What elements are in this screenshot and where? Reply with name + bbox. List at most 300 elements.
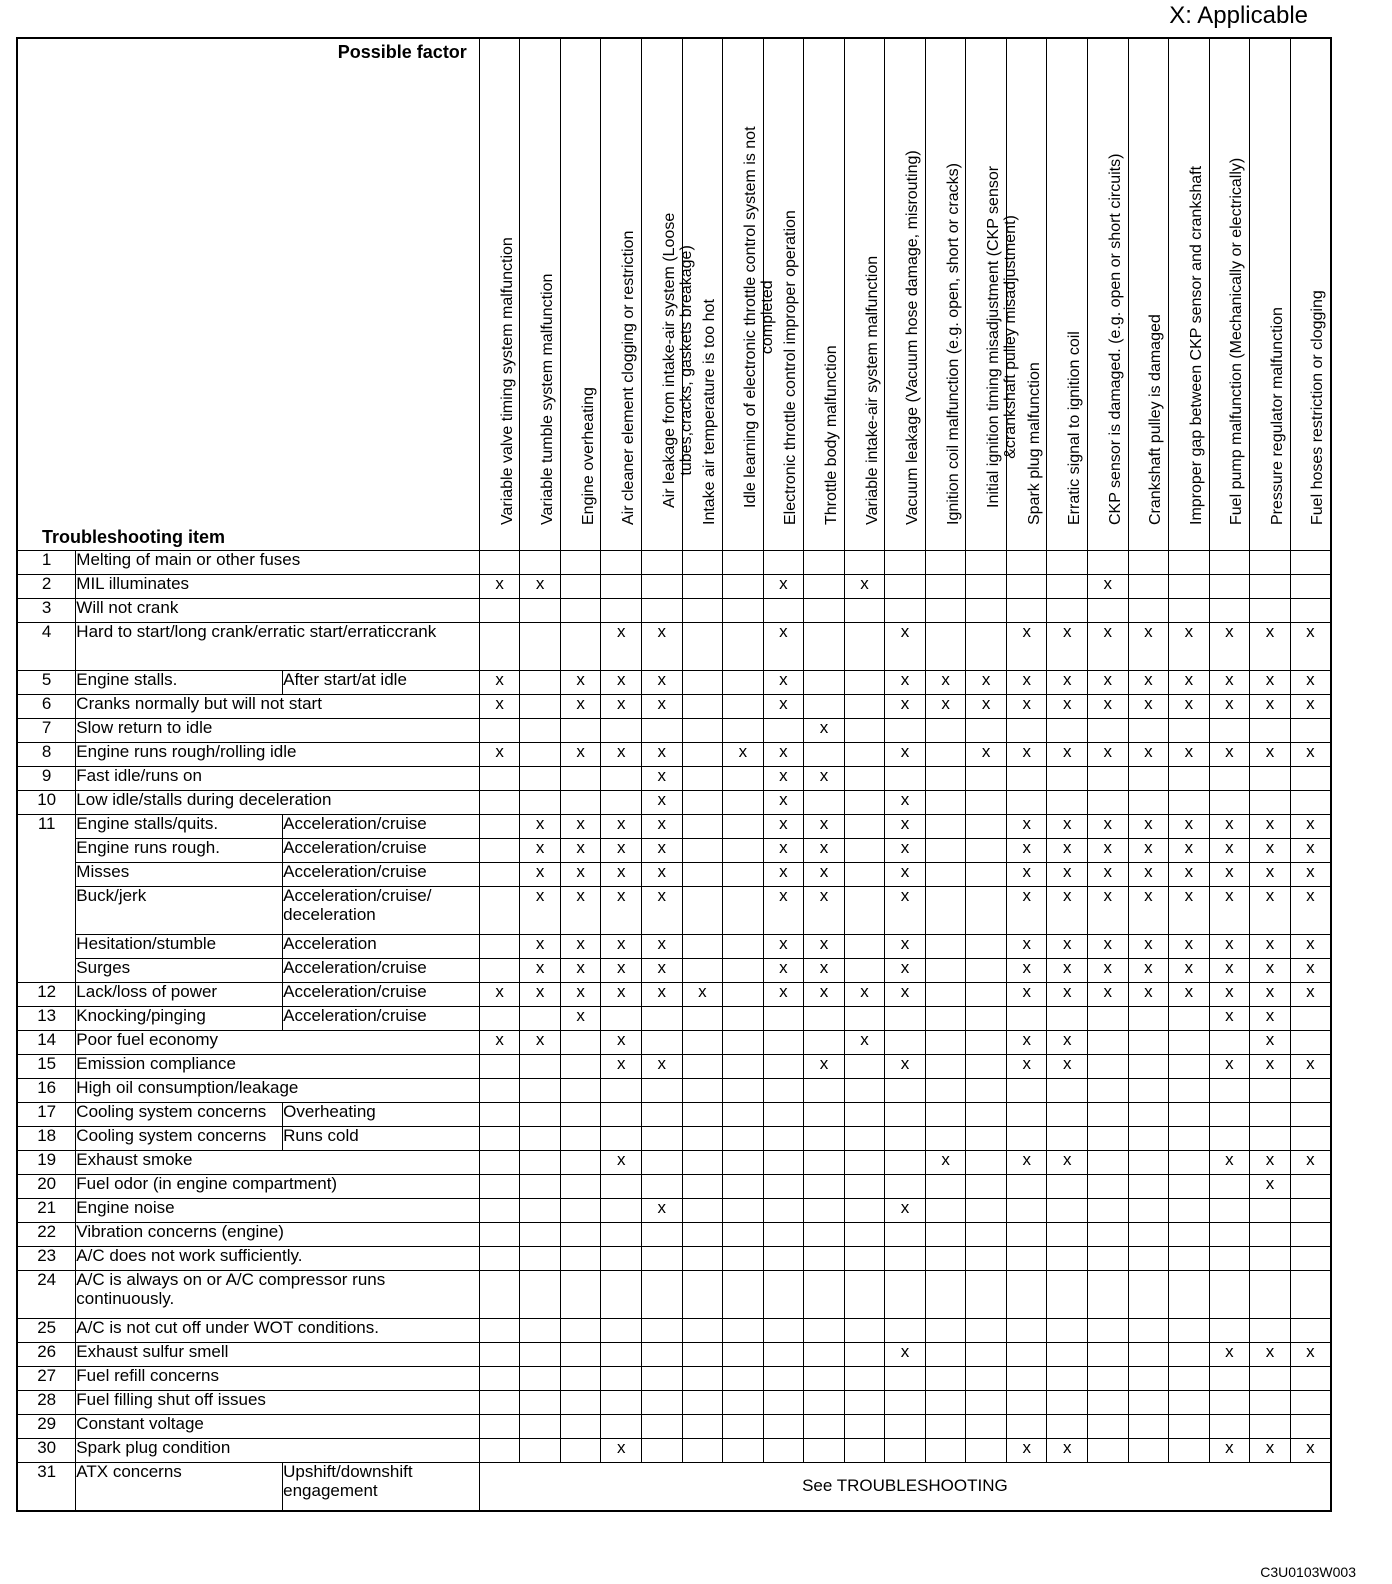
applicability-cell — [723, 671, 764, 695]
applicability-cell: x — [1169, 695, 1210, 719]
factor-label-line: Throttle body malfunction — [822, 345, 840, 526]
applicability-cell: x — [1169, 887, 1210, 935]
factor-label — [1310, 290, 1327, 525]
row-number: 10 — [17, 791, 76, 815]
applicability-cell — [804, 1367, 845, 1391]
applicability-cell — [1169, 551, 1210, 575]
troubleshooting-item: Knocking/pinging — [76, 1007, 283, 1031]
applicability-cell — [560, 791, 601, 815]
applicability-cell: x — [1047, 935, 1088, 959]
applicability-cell — [885, 1247, 926, 1271]
applicability-cell — [1088, 1103, 1129, 1127]
applicability-cell — [1047, 551, 1088, 575]
applicability-cell: x — [1047, 887, 1088, 935]
applicability-cell — [682, 1031, 723, 1055]
applicability-cell: x — [1128, 839, 1169, 863]
applicability-cell: x — [601, 695, 642, 719]
applicability-cell — [682, 935, 723, 959]
row-number: 1 — [17, 551, 76, 575]
applicability-cell — [520, 1391, 561, 1415]
applicability-cell — [1169, 1103, 1210, 1127]
applicability-cell — [479, 623, 520, 671]
troubleshooting-item: Hard to start/long crank/erratic start/erraticcrank — [76, 623, 480, 671]
applicability-cell: x — [804, 887, 845, 935]
applicability-cell — [1088, 767, 1129, 791]
factor-header — [925, 38, 966, 551]
applicability-cell — [1250, 551, 1291, 575]
applicability-cell — [925, 599, 966, 623]
applicability-cell — [844, 1079, 885, 1103]
applicability-cell: x — [1088, 575, 1129, 599]
applicability-cell — [925, 983, 966, 1007]
applicability-cell — [682, 599, 723, 623]
troubleshooting-item: Misses — [76, 863, 283, 887]
applicability-cell — [1169, 599, 1210, 623]
header-row — [17, 38, 1331, 551]
applicability-cell — [520, 767, 561, 791]
applicability-cell — [804, 743, 845, 767]
applicability-cell — [723, 695, 764, 719]
table-row — [17, 1463, 1331, 1511]
applicability-cell: x — [885, 1199, 926, 1223]
applicability-cell — [560, 623, 601, 671]
applicability-cell: x — [1209, 959, 1250, 983]
applicability-cell — [1006, 1223, 1047, 1247]
applicability-cell — [479, 1319, 520, 1343]
troubleshooting-item: High oil consumption/leakage — [76, 1079, 480, 1103]
applicability-cell — [966, 863, 1007, 887]
factor-header — [1047, 38, 1088, 551]
applicability-cell — [601, 575, 642, 599]
applicability-cell — [1128, 551, 1169, 575]
applicability-cell — [560, 1199, 601, 1223]
applicability-cell — [1169, 1151, 1210, 1175]
applicability-cell — [844, 1151, 885, 1175]
applicability-cell — [885, 1415, 926, 1439]
applicability-cell — [601, 1247, 642, 1271]
applicability-cell — [925, 1007, 966, 1031]
applicability-cell: x — [1088, 815, 1129, 839]
applicability-cell — [1088, 1079, 1129, 1103]
row-number: 4 — [17, 623, 76, 671]
applicability-cell — [763, 1223, 804, 1247]
applicability-cell — [844, 1271, 885, 1319]
factor-label — [905, 150, 922, 525]
row-number: 22 — [17, 1223, 76, 1247]
applicability-cell — [1290, 575, 1331, 599]
factor-label — [540, 274, 557, 525]
applicability-cell — [1047, 1271, 1088, 1319]
factor-header — [1128, 38, 1169, 551]
applicability-cell — [966, 551, 1007, 575]
applicability-cell — [723, 1439, 764, 1463]
applicability-cell — [925, 767, 966, 791]
applicability-cell — [1128, 1079, 1169, 1103]
applicability-cell — [1047, 1079, 1088, 1103]
applicability-cell: x — [1006, 743, 1047, 767]
applicability-cell — [1169, 1079, 1210, 1103]
applicability-cell: x — [479, 575, 520, 599]
applicability-cell — [1290, 1007, 1331, 1031]
applicability-cell — [1250, 1367, 1291, 1391]
applicability-cell — [642, 1127, 683, 1151]
applicability-cell — [1128, 1319, 1169, 1343]
applicability-cell — [682, 1223, 723, 1247]
table-row — [17, 767, 1331, 791]
applicability-cell — [1047, 575, 1088, 599]
applicability-cell: x — [1169, 863, 1210, 887]
applicability-cell: x — [601, 1055, 642, 1079]
troubleshooting-item: Vibration concerns (engine) — [76, 1223, 480, 1247]
factor-label-line: Fuel pump malfunction (Mechanically or electrically) — [1228, 157, 1246, 526]
applicability-cell — [763, 1175, 804, 1199]
applicability-cell — [844, 767, 885, 791]
applicability-cell: x — [1290, 1055, 1331, 1079]
applicability-cell — [844, 1199, 885, 1223]
applicability-cell — [560, 1271, 601, 1319]
applicability-cell — [925, 1415, 966, 1439]
applicability-cell — [925, 959, 966, 983]
applicability-cell — [642, 1175, 683, 1199]
table-row — [17, 623, 1331, 671]
applicability-cell — [1169, 1199, 1210, 1223]
applicability-cell — [763, 719, 804, 743]
applicability-cell — [925, 551, 966, 575]
applicability-cell: x — [642, 887, 683, 935]
applicability-cell — [1047, 1343, 1088, 1367]
applicability-cell — [682, 767, 723, 791]
applicability-cell — [601, 599, 642, 623]
row-number: 23 — [17, 1247, 76, 1271]
applicability-cell — [763, 599, 804, 623]
applicability-cell: x — [1250, 839, 1291, 863]
applicability-cell — [844, 719, 885, 743]
applicability-cell — [601, 1199, 642, 1223]
applicability-cell — [682, 1367, 723, 1391]
applicability-cell — [925, 719, 966, 743]
factor-header — [844, 38, 885, 551]
applicability-cell: x — [1006, 815, 1047, 839]
applicability-cell: x — [642, 839, 683, 863]
applicability-cell: x — [1209, 1439, 1250, 1463]
applicability-cell — [804, 1007, 845, 1031]
applicability-cell — [723, 863, 764, 887]
applicability-cell: x — [1169, 815, 1210, 839]
applicability-cell — [763, 1127, 804, 1151]
applicability-cell — [1169, 1271, 1210, 1319]
applicability-cell — [601, 1367, 642, 1391]
applicability-cell — [804, 1151, 845, 1175]
factor-label-line: Electronic throttle control improper operation — [782, 210, 800, 526]
factor-header — [601, 38, 642, 551]
applicability-cell — [479, 1127, 520, 1151]
applicability-cell: x — [763, 791, 804, 815]
applicability-cell — [804, 1223, 845, 1247]
applicability-cell — [1128, 767, 1169, 791]
applicability-cell — [520, 743, 561, 767]
factor-header — [560, 38, 601, 551]
applicability-cell: x — [885, 743, 926, 767]
row-number: 27 — [17, 1367, 76, 1391]
applicability-cell — [966, 1031, 1007, 1055]
applicability-cell — [763, 1367, 804, 1391]
applicability-cell: x — [763, 623, 804, 671]
applicability-cell: x — [804, 1055, 845, 1079]
applicability-cell — [844, 1007, 885, 1031]
table-row — [17, 1175, 1331, 1199]
applicability-cell — [1088, 1439, 1129, 1463]
factor-label-line: Pressure regulator malfunction — [1268, 307, 1286, 526]
applicability-cell: x — [520, 575, 561, 599]
applicability-cell — [682, 1079, 723, 1103]
applicability-cell — [601, 1343, 642, 1367]
applicability-cell — [844, 1367, 885, 1391]
applicability-cell — [885, 1079, 926, 1103]
applicability-cell — [885, 1223, 926, 1247]
applicability-cell: x — [1006, 695, 1047, 719]
applicability-cell — [966, 1055, 1007, 1079]
applicability-cell — [520, 671, 561, 695]
applicability-cell — [642, 551, 683, 575]
applicability-cell: x — [1128, 815, 1169, 839]
applicability-cell: x — [1088, 935, 1129, 959]
applicability-cell — [1047, 767, 1088, 791]
applicability-cell — [1088, 1391, 1129, 1415]
applicability-cell — [723, 1391, 764, 1415]
applicability-cell: x — [763, 863, 804, 887]
applicability-cell — [1209, 1319, 1250, 1343]
applicability-cell — [1290, 1079, 1331, 1103]
applicability-cell: x — [1209, 887, 1250, 935]
applicability-cell: x — [642, 959, 683, 983]
applicability-cell — [479, 839, 520, 863]
applicability-cell: x — [1006, 1031, 1047, 1055]
troubleshooting-item: Cranks normally but will not start — [76, 695, 480, 719]
applicability-cell — [1006, 1343, 1047, 1367]
applicability-cell — [1128, 1223, 1169, 1247]
applicability-cell — [1006, 1175, 1047, 1199]
applicability-cell — [1128, 719, 1169, 743]
applicability-cell: x — [1128, 671, 1169, 695]
table-row — [17, 1055, 1331, 1079]
applicability-cell: x — [1047, 839, 1088, 863]
applicability-cell: x — [804, 767, 845, 791]
applicability-cell — [925, 887, 966, 935]
applicability-cell: x — [1047, 1031, 1088, 1055]
applicability-cell — [601, 1391, 642, 1415]
applicability-cell — [804, 1103, 845, 1127]
applicability-cell — [1006, 1415, 1047, 1439]
applicability-cell: x — [642, 1055, 683, 1079]
applicability-cell — [804, 1031, 845, 1055]
applicability-cell — [1047, 1199, 1088, 1223]
applicability-cell — [1128, 791, 1169, 815]
applicability-cell — [804, 551, 845, 575]
applicability-cell — [723, 767, 764, 791]
applicability-cell — [560, 1247, 601, 1271]
applicability-cell — [520, 791, 561, 815]
row-number: 25 — [17, 1319, 76, 1343]
applicability-cell — [966, 1151, 1007, 1175]
applicability-cell: x — [1006, 887, 1047, 935]
applicability-cell — [804, 1175, 845, 1199]
applicability-cell — [1128, 1367, 1169, 1391]
applicability-cell: x — [601, 863, 642, 887]
factor-label-line: Improper gap between CKP sensor and crankshaft — [1187, 166, 1205, 526]
applicability-cell — [723, 983, 764, 1007]
applicability-cell: x — [885, 815, 926, 839]
factor-header — [1169, 38, 1210, 551]
applicability-cell — [479, 791, 520, 815]
factor-header — [1209, 38, 1250, 551]
applicability-cell — [1006, 1391, 1047, 1415]
applicability-cell — [1128, 1127, 1169, 1151]
applicability-cell: x — [1209, 671, 1250, 695]
applicability-cell — [560, 551, 601, 575]
applicability-cell: x — [804, 839, 845, 863]
applicability-cell — [1290, 1247, 1331, 1271]
troubleshooting-item: Fuel odor (in engine compartment) — [76, 1175, 480, 1199]
applicability-cell: x — [885, 959, 926, 983]
applicability-cell: x — [682, 983, 723, 1007]
applicability-cell — [844, 791, 885, 815]
applicability-cell — [966, 791, 1007, 815]
troubleshooting-item: Cooling system concerns — [76, 1103, 283, 1127]
applicability-cell — [642, 575, 683, 599]
applicability-cell: x — [1290, 1343, 1331, 1367]
troubleshooting-item: Engine runs rough/rolling idle — [76, 743, 480, 767]
row-number: 24 — [17, 1271, 76, 1319]
row-number: 29 — [17, 1415, 76, 1439]
factor-header — [1006, 38, 1047, 551]
applicability-cell — [1169, 767, 1210, 791]
applicability-cell — [601, 767, 642, 791]
applicability-cell: x — [1209, 1007, 1250, 1031]
applicability-cell — [723, 1103, 764, 1127]
troubleshooting-item: Poor fuel economy — [76, 1031, 480, 1055]
applicability-cell: x — [763, 767, 804, 791]
factor-label — [824, 346, 841, 526]
applicability-cell — [682, 1343, 723, 1367]
applicability-cell: x — [763, 743, 804, 767]
applicability-cell — [885, 575, 926, 599]
applicability-cell — [520, 551, 561, 575]
table-row — [17, 671, 1331, 695]
applicability-cell: x — [1290, 623, 1331, 671]
applicability-cell: x — [1047, 1055, 1088, 1079]
applicability-cell: x — [560, 935, 601, 959]
applicability-cell — [966, 1079, 1007, 1103]
applicability-cell — [723, 1031, 764, 1055]
applicability-cell — [642, 1439, 683, 1463]
applicability-cell — [925, 1175, 966, 1199]
applicability-cell — [601, 1007, 642, 1031]
troubleshooting-item: Spark plug condition — [76, 1439, 480, 1463]
applicability-cell — [1006, 575, 1047, 599]
applicability-cell: x — [520, 815, 561, 839]
applicability-cell: x — [1290, 815, 1331, 839]
applicability-cell — [642, 1391, 683, 1415]
applicability-cell — [844, 551, 885, 575]
condition: Acceleration/cruise — [283, 959, 480, 983]
applicability-cell — [1250, 1319, 1291, 1343]
applicability-cell — [682, 1151, 723, 1175]
applicability-cell: x — [1128, 863, 1169, 887]
applicability-cell: x — [1047, 983, 1088, 1007]
applicability-cell — [723, 599, 764, 623]
applicability-cell: x — [601, 623, 642, 671]
applicability-cell — [885, 1151, 926, 1175]
applicability-cell: x — [885, 839, 926, 863]
applicability-cell: x — [1209, 1343, 1250, 1367]
applicability-cell — [520, 1199, 561, 1223]
applicability-cell — [1290, 1199, 1331, 1223]
applicability-cell — [844, 1343, 885, 1367]
troubleshooting-item: Lack/loss of power — [76, 983, 283, 1007]
factor-label — [1189, 166, 1206, 525]
applicability-cell: x — [642, 935, 683, 959]
factor-label-line: Variable valve timing system malfunction — [498, 237, 516, 526]
applicability-cell: x — [1290, 983, 1331, 1007]
factor-label — [865, 256, 882, 525]
factor-label — [1148, 314, 1165, 525]
applicability-cell — [1047, 1319, 1088, 1343]
applicability-cell: x — [1128, 983, 1169, 1007]
applicability-cell — [682, 575, 723, 599]
applicability-cell — [1128, 1271, 1169, 1319]
applicability-cell — [1290, 1271, 1331, 1319]
applicability-cell — [682, 671, 723, 695]
applicability-cell — [925, 1271, 966, 1319]
applicability-cell: x — [1250, 935, 1291, 959]
applicability-cell — [763, 1247, 804, 1271]
applicability-cell — [966, 1103, 1007, 1127]
applicability-cell — [682, 815, 723, 839]
applicability-cell — [601, 1319, 642, 1343]
applicability-cell — [520, 1103, 561, 1127]
applicability-cell: x — [1047, 815, 1088, 839]
factor-label-line: Engine overheating — [579, 387, 597, 526]
table-row — [17, 1079, 1331, 1103]
applicability-cell — [723, 623, 764, 671]
applicability-cell — [723, 1151, 764, 1175]
applicability-cell — [642, 1343, 683, 1367]
factor-label — [1067, 331, 1084, 525]
row-number: 11 — [17, 815, 76, 983]
applicability-cell — [642, 1103, 683, 1127]
applicability-cell — [966, 1319, 1007, 1343]
table-row — [17, 719, 1331, 743]
applicability-cell — [966, 1127, 1007, 1151]
applicability-cell — [1209, 1127, 1250, 1151]
applicability-cell — [925, 1319, 966, 1343]
applicability-cell — [844, 839, 885, 863]
row-number: 30 — [17, 1439, 76, 1463]
applicability-cell: x — [763, 839, 804, 863]
applicability-cell: x — [1209, 863, 1250, 887]
applicability-cell — [1250, 1415, 1291, 1439]
applicability-cell — [1290, 1223, 1331, 1247]
table-row — [17, 1199, 1331, 1223]
applicability-cell: x — [560, 887, 601, 935]
applicability-cell — [1169, 1127, 1210, 1151]
applicability-cell — [1169, 1415, 1210, 1439]
applicability-cell — [723, 839, 764, 863]
applicability-cell — [1006, 551, 1047, 575]
applicability-cell — [1250, 1223, 1291, 1247]
table-row — [17, 1151, 1331, 1175]
applicability-cell: x — [1250, 671, 1291, 695]
